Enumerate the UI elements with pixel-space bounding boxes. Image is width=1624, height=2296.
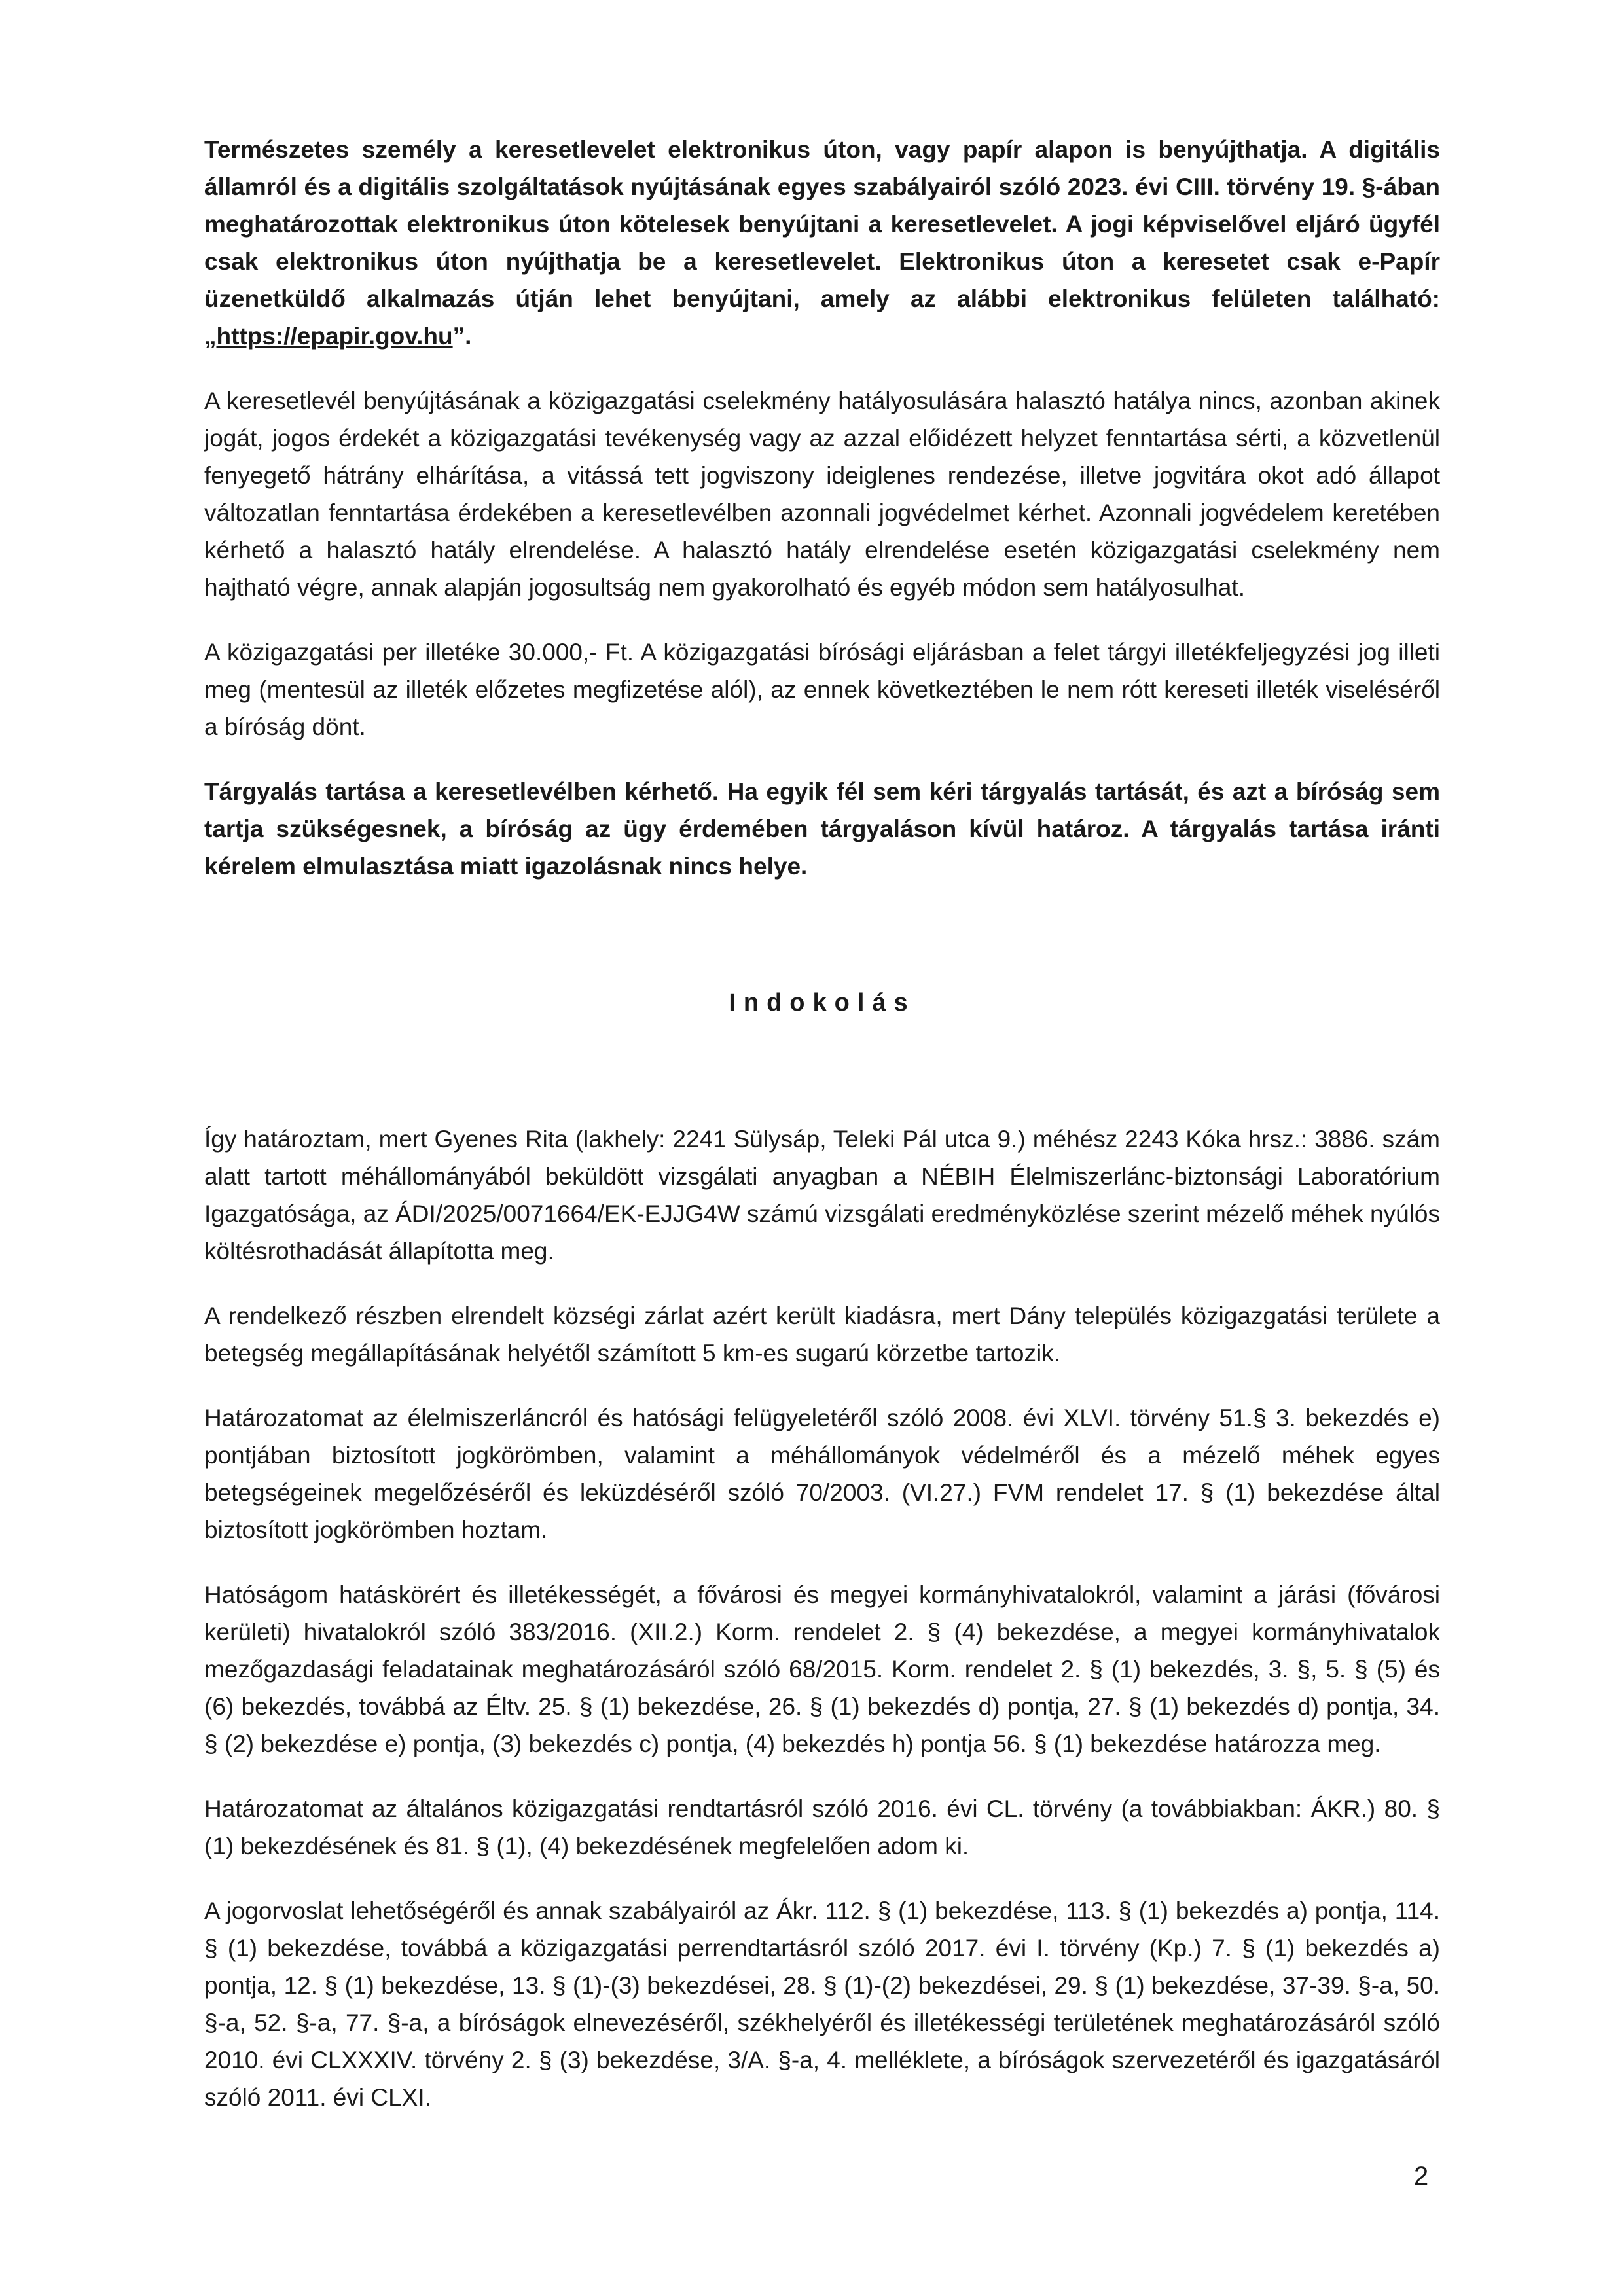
page-number: 2	[1414, 2162, 1429, 2191]
paragraph-quarantine-reason: A rendelkező részben elrendelt községi zárlat azért került kiadásra, mert Dány település közigazgatási területe a betegség megállapításának helyétől számított 5 km-es sugarú körzetbe tartozik.	[204, 1302, 1440, 1367]
paragraph-suspensive-effect: A keresetlevél benyújtásának a közigazgatási cselekmény hatályosulására halasztó hatálya nincs, azonban akinek jogát, jogos érdekét a közigazgatási tevékenység vagy az azzal előidézett helyzet fenntartása sérti, a közvetlenül fenyegető hátrány elhárítása, a vitássá tett jogviszony ideiglenes rendezése, illetve jogvitára okot adó állapot változatlan fenntartása érdekében a keresetlevélben azonnali jogvédelmet kérhet. Azonnali jogvédelem keretében kérhető a halasztó hatály elrendelése. A halasztó hatály elrendelése esetén közigazgatási cselekmény nem hajtható végre, annak alapján jogosultság nem gyakorolható és egyéb módon sem hatályosulhat.	[204, 387, 1440, 601]
paragraph-issuance-basis: Határozatomat az általános közigazgatási rendtartásról szóló 2016. évi CL. törvény (a továbbiakban: ÁKR.) 80. § (1) bekezdésének és 81. § (1), (4) bekezdésének megfelelően adom ki.	[204, 1795, 1440, 1859]
paragraph-procedure-fee: A közigazgatási per illetéke 30.000,- Ft. A közigazgatási bírósági eljárásban a felet tárgyi illetékfeljegyzési jog illeti meg (mentesül az illeték előzetes megfizetése alól), az ennek következtében le nem rótt kereseti illeték viseléséről a bíróság dönt.	[204, 639, 1440, 740]
epapir-link[interactable]: https://epapir.gov.hu	[216, 323, 453, 350]
paragraph-competence: Hatóságom hatáskörért és illetékességét, a fővárosi és megyei kormányhivatalokról, valamint a járási (fővárosi kerületi) hivatalokról szóló 383/2016. (XII.2.) Korm. rendelet 2. § (4) bekezdése, a megyei kormányhivatalok mezőgazdasági feladatainak meghatározásáról szóló 68/2015. Korm. rendelet 2. § (1) bekezdés, 3. §, 5. § (5) és (6) bekezdés, továbbá az Éltv. 25. § (1) bekezdése, 26. § (1) bekezdés d) pontja, 27. § (1) bekezdés d) pontja, 34. § (2) bekezdése e) pontja, (3) bekezdés c) pontja, (4) bekezdés h) pontja 56. § (1) bekezdése határozza meg.	[204, 1581, 1440, 1757]
paragraph-reasoning-findings: Így határoztam, mert Gyenes Rita (lakhely: 2241 Sülysáp, Teleki Pál utca 9.) méhész 2243 Kóka hrsz.: 3886. szám alatt tartott méhállományából beküldött vizsgálati anyagban a NÉBIH Élelmiszerlánc-biztonsági Laboratórium Igazgatósága, az ÁDI/2025/0071664/EK-EJJG4W számú vizsgálati eredményközlése szerint mézelő méhek nyúlós költésrothadását állapította meg.	[204, 1126, 1440, 1265]
paragraph-legal-remedy: A jogorvoslat lehetőségéről és annak szabályairól az Ákr. 112. § (1) bekezdése, 113. § (1) bekezdés a) pontja, 114. § (1) bekezdése, továbbá a közigazgatási perrendtartásról szóló 2017. évi I. törvény (Kp.) 7. § (1) bekezdés a) pontja, 12. § (1) bekezdése, 13. § (1)-(3) bekezdései, 28. § (1)-(2) bekezdései, 29. § (1) bekezdése, 37-39. §-a, 50. §-a, 52. §-a, 77. §-a, a bíróságok elnevezéséről, székhelyéről és illetékességi területének meghatározásáról szóló 2010. évi CLXXXIV. törvény 2. § (3) bekezdése, 3/A. §-a, 4. melléklete, a bíróságok szervezetéről és igazgatásáról szóló 2011. évi CLXI.	[204, 1897, 1440, 2111]
filing-methods-text: Természetes személy a keresetlevelet elektronikus úton, vagy papír alapon is benyújthatja. A digitális államról és a digitális szolgáltatások nyújtásának egyes szabályairól szóló 2023. évi CIII. törvény 19. §-ában meghatározottak elektronikus úton kötelesek benyújtani a keresetlevelet. A jogi képviselővel eljáró ügyfél csak elektronikus úton nyújthatja be a keresetlevelet. Elektronikus úton a keresetet csak e-Papír üzenetküldő alkalmazás útján lehet benyújtani, amely az alábbi elektronikus felületen található: „	[204, 136, 1440, 350]
filing-methods-closing: ”.	[452, 323, 472, 350]
paragraph-legal-basis: Határozatomat az élelmiszerláncról és hatósági felügyeletéről szóló 2008. évi XLVI. törvény 51.§ 3. bekezdés e) pontjában biztosított jogkörömben, valamint a méhállományok védelméről és a mézelő méhek egyes betegségeinek megelőzéséről és leküzdéséről szóló 70/2003. (VI.27.) FVM rendelet 17. § (1) bekezdése által biztosított jogkörömben hoztam.	[204, 1405, 1440, 1543]
section-heading-justification: Indokolás	[729, 989, 916, 1016]
paragraph-hearing-request: Tárgyalás tartása a keresetlevélben kérhető. Ha egyik fél sem kéri tárgyalás tartását, és azt a bíróság sem tartja szükségesnek, a bíróság az ügy érdemében tárgyaláson kívül határoz. A tárgyalás tartása iránti kérelem elmulasztása miatt igazolásnak nincs helye.	[204, 778, 1440, 880]
paragraph-filing-methods	[204, 131, 1440, 355]
page-content	[204, 131, 1440, 2116]
